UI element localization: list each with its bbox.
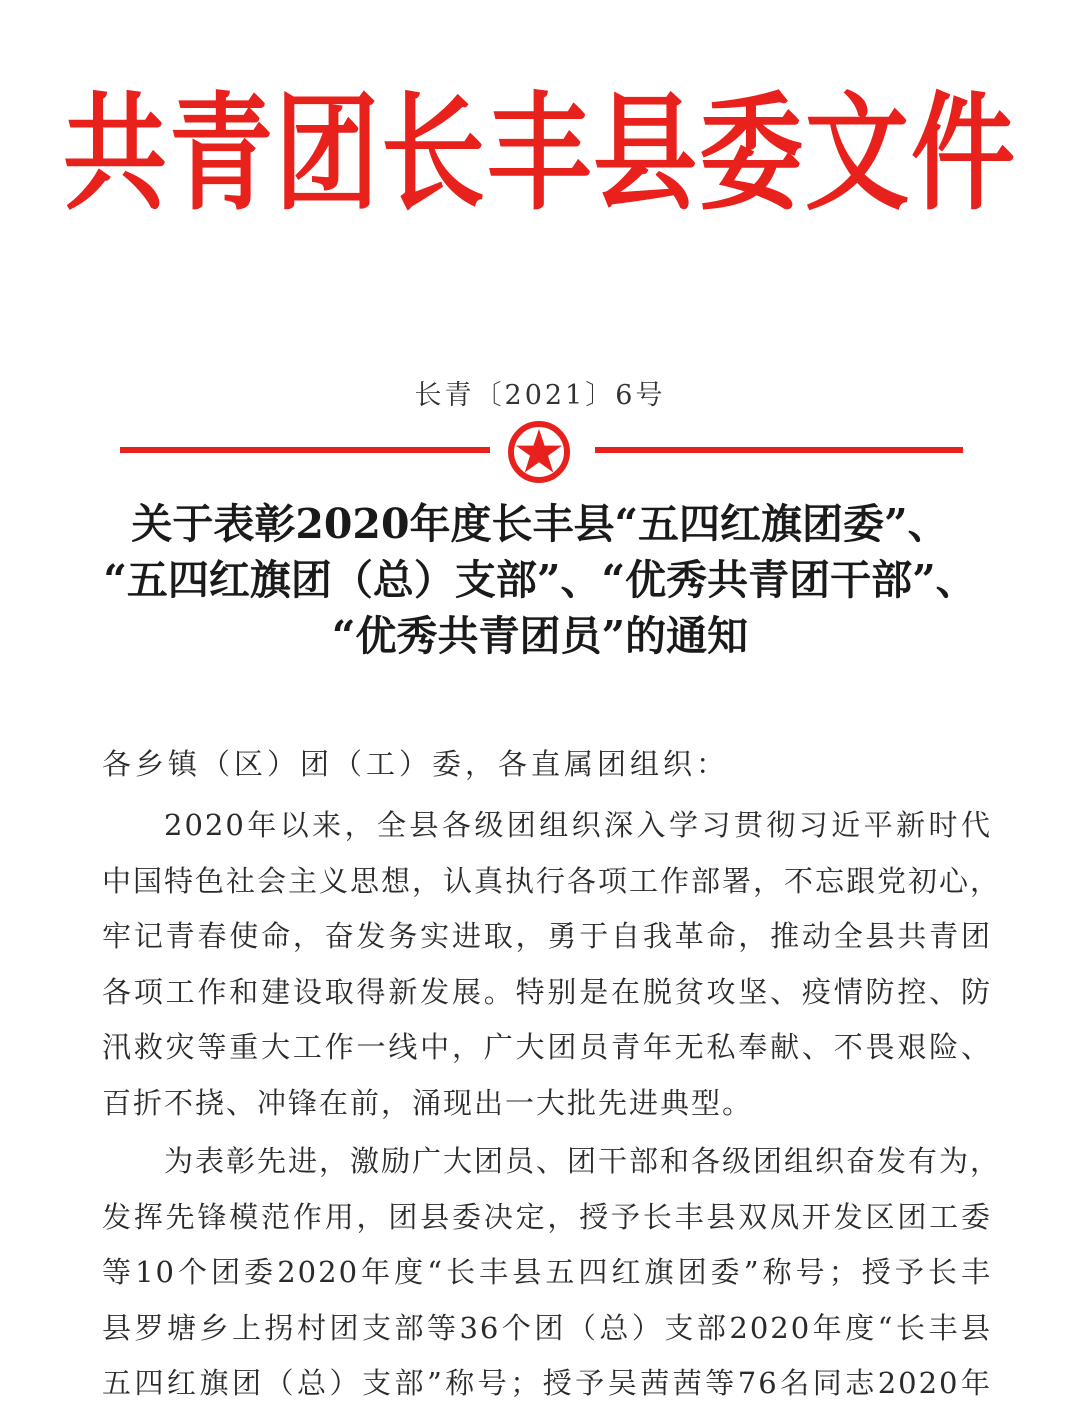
- paragraph-line: 牢记青春使命，奋发务实进取，勇于自我革命，推动全县共青团: [102, 919, 992, 953]
- notice-title-line: 关于表彰2020年度长丰县“五四红旗团委”、: [131, 500, 949, 548]
- paragraph-line: 中国特色社会主义思想，认真执行各项工作部署，不忘跟党初心，: [102, 863, 1002, 898]
- notice-title: [60, 496, 1020, 664]
- divider-right: [595, 447, 963, 453]
- salutation: 各乡镇（区）团（工）委，各直属团组织：: [102, 747, 730, 781]
- notice-title-line: “五四红旗团（总）支部”、“优秀共青团干部”、: [103, 556, 977, 604]
- paragraph-line: 为表彰先进，激励广大团员、团干部和各级团组织奋发有为，: [164, 1144, 1002, 1178]
- paragraph-line: 县罗塘乡上拐村团支部等36个团（总）支部2020年度“长丰县: [102, 1310, 992, 1345]
- paragraph-line: 等10个团委2020年度“长丰县五四红旗团委”称号；授予长丰: [102, 1255, 992, 1289]
- divider-left: [120, 447, 490, 453]
- paragraph-line: 2020年以来，全县各级团组织深入学习贯彻习近平新时代: [164, 808, 992, 842]
- notice-title-line: “优秀共青团员”的通知: [331, 612, 749, 660]
- paragraph-line: 各项工作和建设取得新发展。特别是在脱贫攻坚、疫情防控、防: [102, 974, 992, 1009]
- paragraph-line: 汛救灾等重大工作一线中，广大团员青年无私奉献、不畏艰险、: [102, 1030, 992, 1064]
- red-star-icon: [507, 420, 571, 484]
- body-paragraph-1: [102, 798, 1002, 1131]
- paragraph-line: 发挥先锋模范作用，团县委决定，授予长丰县双凤开发区团工委: [102, 1199, 992, 1234]
- body-paragraph-2: [102, 1134, 1002, 1412]
- document-header-title: 共青团长丰县委文件: [62, 79, 1017, 228]
- paragraph-line: 百折不挠、冲锋在前，涌现出一大批先进典型。: [102, 1085, 754, 1120]
- document-number: 长青〔2021〕6号: [414, 380, 666, 411]
- paragraph-line: 五四红旗团（总）支部”称号；授予吴茜茜等76名同志2020年: [102, 1366, 992, 1400]
